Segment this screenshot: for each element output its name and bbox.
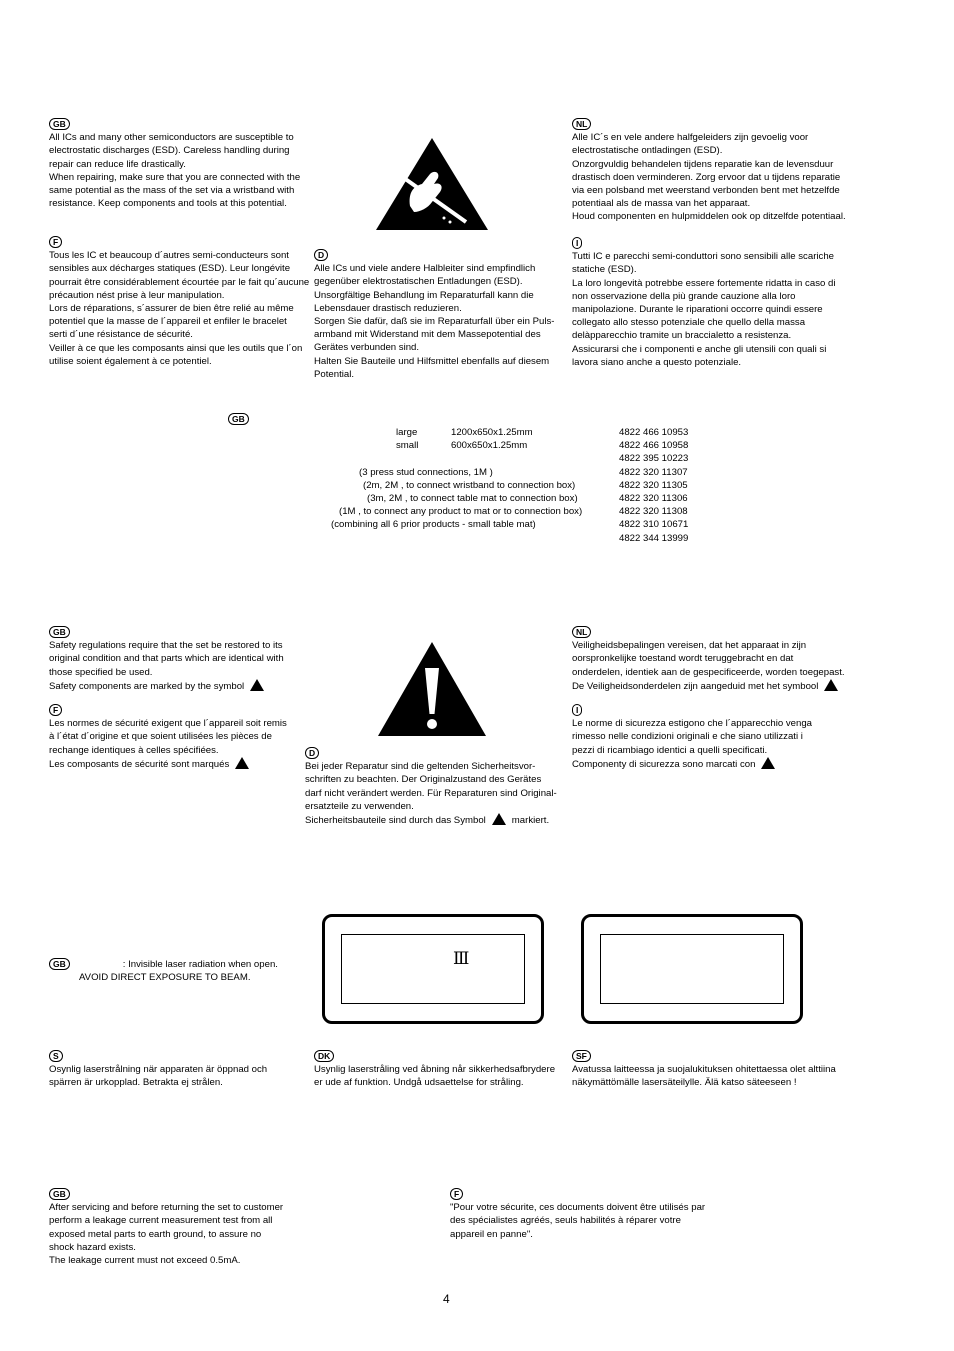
text-line: Componenty di sicurezza sono marcati con — [572, 757, 812, 771]
kit-row-7-code: 4822 310 10671 — [619, 519, 689, 530]
text-line: resistance. Keep components and tools at this potential. — [49, 198, 287, 210]
text-line: ersatzteile zu verwenden. — [305, 800, 414, 812]
lang-badge-i: I — [572, 704, 582, 716]
kit-row-1-code: 4822 466 10958 — [619, 440, 689, 451]
kit-row-1-size: small — [396, 440, 419, 451]
safety-nl-block — [572, 626, 845, 693]
lang-badge-gb: GB — [49, 626, 70, 638]
text-line: delàpparecchio tramite un braccialetto a resistenza. — [572, 330, 792, 342]
lang-badge-gb: GB — [49, 118, 70, 130]
text-line: Veiligheidsbepalingen vereisen, dat het apparaat in zijn — [572, 640, 807, 652]
text-line: Osynlig laserstrålning när apparaten är öppnad och — [49, 1064, 268, 1076]
text-line: statiche (ESD). — [572, 264, 637, 276]
text-line: darf nicht verändert werden. Für Reparaturen sind Original- — [305, 787, 557, 799]
text-line: drastisch doen verminderen. Zorg ervoor dat u tijdens reparatie — [572, 171, 841, 183]
lang-badge-nl: NL — [572, 626, 591, 638]
laser-warning-label — [581, 914, 803, 1024]
text-line: Houd componenten en hulpmiddelen ook op ditzelfde potentiaal. — [572, 211, 846, 223]
laser-label-inner — [341, 934, 525, 1004]
kit-row-4-desc: (2m, 2M , to connect wristband to connection box) — [363, 480, 576, 491]
text-line: Sicherheitsbauteile sind durch das Symbol markiert. — [305, 815, 550, 827]
lang-badge-f: F — [450, 1188, 463, 1200]
esd-warning-icon — [374, 136, 490, 232]
lang-badge-gb: GB — [49, 958, 70, 970]
text-line: Assicurarsi che i componenti e anche gli utensili con quali si — [572, 343, 827, 355]
text-line: Potential. — [314, 368, 355, 380]
esd-nl-block — [572, 118, 846, 224]
kit-row-3-code: 4822 320 11307 — [619, 467, 688, 478]
text-line: sensibles aux décharges statiques (ESD). Leur longévite — [49, 263, 291, 275]
safety-gb-block — [49, 626, 284, 693]
esd-i-block — [572, 237, 835, 369]
kit-row-3-desc: (3 press stud connections, 1M ) — [359, 467, 493, 478]
kit-row-0-desc: 1200x650x1.25mm — [451, 427, 533, 438]
kit-row-4-code: 4822 320 11305 — [619, 480, 688, 491]
text-line: original condition and that parts which are identical with — [49, 653, 284, 665]
text-line: schriften zu beachten. Der Originalzustand des Gerätes — [305, 774, 542, 786]
text-line: Alle ICs und viele andere Halbleiter sind empfindlich — [314, 263, 536, 275]
kit-row-7-desc: (combining all 6 prior products - small table mat) — [331, 519, 536, 530]
text-line: Veiller à ce que les composants ainsi que les outils que l´on — [49, 342, 303, 354]
laser-gb-block — [49, 958, 278, 984]
warning-triangle-icon — [761, 757, 775, 769]
text-line: gegenüber elektrostatischen Entladungen (ESD). — [314, 276, 523, 288]
esd-d-block — [314, 249, 555, 381]
lang-badge-f: F — [49, 704, 62, 716]
warning-triangle-icon — [492, 813, 506, 825]
text-line: potentiaal als de massa van het apparaat. — [572, 198, 751, 210]
text-line: via een polsband met weerstand verbonden bent met hetzelfde — [572, 185, 840, 197]
lang-badge-i: I — [572, 237, 582, 249]
safety-f-block — [49, 704, 287, 771]
text-line: précaution nést prise à leur manipulation. — [49, 289, 225, 301]
text-line: pourrait être considérablement écourtée par le fait qu´aucune — [49, 276, 310, 288]
leakage-f-block — [450, 1188, 705, 1241]
text-line: näkymättömälle lasersäteilylle. Älä katso säteeseen ! — [572, 1077, 797, 1089]
lang-badge-nl: NL — [572, 118, 591, 130]
text-line: When repairing, make sure that you are connected with the — [49, 171, 301, 183]
laser-class-label — [322, 914, 544, 1024]
text-line: exposed metal parts to earth ground, to assure no — [49, 1228, 262, 1240]
text-line: "Pour votre sécurite, ces documents doivent être utilisés par — [450, 1202, 706, 1214]
text-line: er ude af funktion. Undgå udsaettelse for stråling. — [314, 1077, 524, 1089]
text-line: potentiel que la masse de l´appareil et enfiler le bracelet — [49, 316, 287, 328]
text-line: Tous les IC et beaucoup d´autres semi-conducteurs sont — [49, 250, 289, 262]
leakage-gb-block — [49, 1188, 283, 1267]
warning-triangle-icon — [824, 679, 838, 691]
text-line: Safety regulations require that the set be restored to its — [49, 640, 283, 652]
text-line: appareil en panne". — [450, 1228, 533, 1240]
text-line: Unsorgfältige Behandlung im Reparaturfall kann die — [314, 289, 534, 301]
text-line: Onzorgvuldig behandelen tijdens reparatie kan de levensduur — [572, 158, 834, 170]
lang-badge-gb: GB — [49, 1188, 70, 1200]
esd-f-block — [49, 236, 309, 368]
exclamation-warning-icon — [376, 640, 488, 738]
text-line: Gerätes verbunden sind. — [314, 342, 420, 354]
laser-sf-block — [572, 1050, 836, 1090]
kit-row-2-code: 4822 395 10223 — [619, 453, 689, 464]
text-line: shock hazard exists. — [49, 1241, 136, 1253]
text-line: armband mit Widerstand mit dem Massepotential des — [314, 329, 541, 341]
text-line: Bei jeder Reparatur sind die geltenden Sicherheitsvor- — [305, 761, 536, 773]
text-line: repair can reduce life drastically. — [49, 158, 186, 170]
text-line: Sorgen Sie dafür, daß sie im Reparaturfall über ein Puls- — [314, 316, 555, 328]
safety-i-block — [572, 704, 812, 771]
text-line: onderdelen, identiek aan de gespecificeerde, worden toegepast. — [572, 666, 845, 678]
laser-label-inner — [600, 934, 784, 1004]
text-line: collegato allo stesso potenziale che quello della massa — [572, 317, 806, 329]
lang-badge-dk: DK — [314, 1050, 334, 1062]
kit-row-0-size: large — [396, 427, 418, 438]
text-line: lavora siano anche a questo potenziale. — [572, 356, 742, 368]
text-line: After servicing and before returning the set to customer — [49, 1202, 284, 1214]
text-line: oorspronkelijke toestand wordt teruggebracht en dat — [572, 653, 794, 665]
text-line: Les normes de sécurité exigent que l´appareil soit remis — [49, 718, 287, 730]
text-line: AVOID DIRECT EXPOSURE TO BEAM. — [79, 972, 251, 984]
text-line: rimesso nelle condizioni originali e che siano utilizzati i — [572, 731, 803, 743]
text-line: Halten Sie Bauteile und Hilfsmittel ebenfalls auf diesem — [314, 355, 550, 367]
text-line: GB : Invisible laser radiation when open. — [49, 958, 278, 971]
laser-s-block — [49, 1050, 267, 1090]
text-line: All ICs and many other semiconductors are susceptible to — [49, 132, 294, 144]
text-line: perform a leakage current measurement test from all — [49, 1215, 273, 1227]
text-line: same potential as the mass of the set via a wristband with — [49, 185, 295, 197]
text-line: non osservazione della più grande cauzione alla loro — [572, 290, 796, 302]
kit-row-6-desc: (1M , to connect any product to mat or to connection box) — [339, 506, 583, 517]
text-line: Usynlig laserstråling ved åbning når sikkerhedsafbrydere — [314, 1064, 556, 1076]
text-line: Le norme di sicurezza estigono che l´apparecchio venga — [572, 718, 812, 730]
lang-badge-d: D — [314, 249, 328, 261]
text-line: Lors de réparations, s´assurer de bien être relié au même — [49, 303, 294, 315]
text-line: Avatussa laitteessa ja suojalukituksen ohitettaessa olet alttiina — [572, 1064, 836, 1076]
safety-d-block — [305, 747, 557, 827]
text-line: Tutti IC e parecchi semi-conduttori sono sensibili alle scariche — [572, 251, 834, 263]
laser-dk-block — [314, 1050, 555, 1090]
warning-triangle-icon — [250, 679, 264, 691]
kit-row-8-code: 4822 344 13999 — [619, 533, 689, 544]
kit-row-5-desc: (3m, 2M , to connect table mat to connection box) — [367, 493, 578, 504]
text-line: serti d´une résistance de sécurité. — [49, 329, 193, 341]
text-line: pezzi di ricambiago identici a quelli specificati. — [572, 744, 768, 756]
text-line: utilise soient également à ce potentiel. — [49, 355, 212, 367]
lang-badge-f: F — [49, 236, 62, 248]
kit-row-5-code: 4822 320 11306 — [619, 493, 688, 504]
text-line: rechange identiques à celles spécifiées. — [49, 744, 219, 756]
text-line: The leakage current must not exceed 0.5mA. — [49, 1255, 241, 1267]
laser-class-mark: Ⅲ — [453, 949, 470, 969]
page-number: 4 — [443, 1292, 450, 1306]
text-line: à l´état d´origine et que soient utilisées les pièces de — [49, 731, 272, 743]
kit-row-0-code: 4822 466 10953 — [619, 427, 689, 438]
text-line: electrostatic discharges (ESD). Careless handling during — [49, 145, 290, 157]
lang-badge-sf: SF — [572, 1050, 591, 1062]
text-line: spärren är urkopplad. Betrakta ej strålen. — [49, 1077, 223, 1089]
text-line: Alle IC´s en vele andere halfgeleiders zijn gevoelig voor — [572, 132, 809, 144]
warning-triangle-icon — [235, 757, 249, 769]
kit-row-6-code: 4822 320 11308 — [619, 506, 688, 517]
lang-badge-d: D — [305, 747, 319, 759]
text-line: Safety components are marked by the symbol — [49, 679, 284, 693]
text-line: those specified be used. — [49, 666, 153, 678]
lang-badge-s: S — [49, 1050, 63, 1062]
esd-gb-block — [49, 118, 300, 210]
lang-badge-gb: GB — [228, 413, 249, 425]
text-line: La loro longevità potrebbe essere fortemente ridatta in caso di — [572, 277, 836, 289]
text-line: manipolazione. Durante le riparationi occorre quindi essere — [572, 304, 823, 316]
text-line: De Veiligheidsonderdelen zijn aangeduid met het symbool — [572, 679, 845, 693]
text-line: des spécialistes agréés, seuls habilités à réparer votre — [450, 1215, 681, 1227]
kit-row-1-desc: 600x650x1.25mm — [451, 440, 528, 451]
text-line: electrostatische ontladingen (ESD). — [572, 145, 723, 157]
text-line: Les composants de sécurité sont marqués — [49, 757, 287, 771]
text-line: Lebensdauer drastisch reduzieren. — [314, 302, 462, 314]
